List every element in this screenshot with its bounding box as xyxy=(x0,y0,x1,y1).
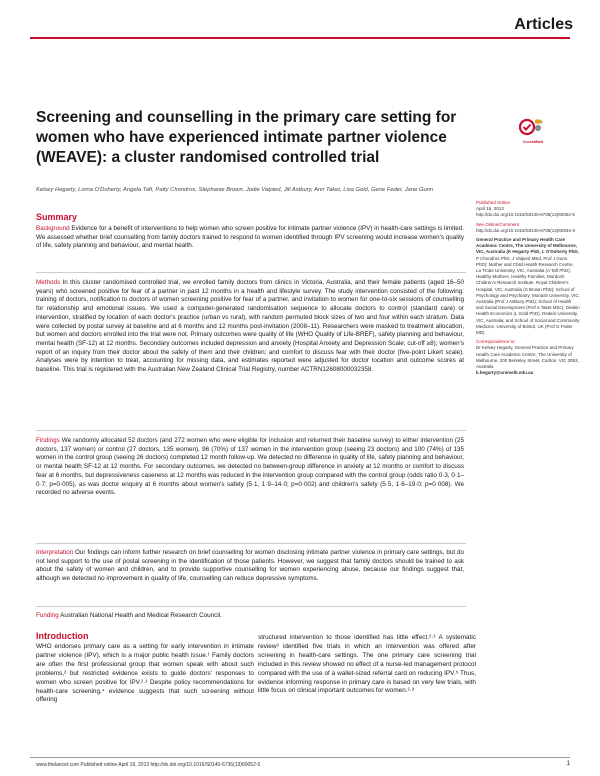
published-date: April 16, 2013 xyxy=(476,206,504,212)
published-label: Published Online xyxy=(476,200,511,205)
abstract-funding xyxy=(36,612,464,621)
affiliation: General Practice and Primary Health Care Academic Centre, The University of Melbourne, VIC, Australia (K Hegarty PhD, L O'Doherty PhD, xyxy=(476,237,579,255)
funding-label: Funding xyxy=(36,612,59,619)
abstract-divider xyxy=(36,606,466,607)
introduction-left-column: WHO endorses primary care as a setting for early intervention in intimate partner violence (IPV), which is a major public health issue.¹ Family doctors are often the first professional group that women speak with about such problems,² but restricted evidence exists to guide doctors' responses to women who screen positive for IPV.²·³ Despite policy recommendations for health-care screening,⁴ evidence suggests that such screening without offering xyxy=(36,643,254,704)
email-link[interactable]: k.hegarty@unimelb.edu.au xyxy=(476,370,534,376)
comment-doi-link[interactable]: http://dx.doi.org/10.1016/S0140-6736(13)60834-X xyxy=(476,227,576,233)
author-list: Kelsey Hegarty, Lorna O'Doherty, Angela Taft, Patty Chondros, Stephanie Brown, Jodie Valpied, Jill Astbury, Ann Taket, Lisa Gold, Gene Feder, Jane Gunn xyxy=(36,187,434,193)
footer-text: www.thelancet.com Published online April 16, 2013 http://dx.doi.org/10.1016/S0140-6736(13)60052-5 xyxy=(36,762,261,768)
page-number: 1 xyxy=(566,761,570,767)
introduction-right-column: structured intervention to those identified has little effect.²·³ A systematic review³ identified five trials in which an intervention was offered after screening in health-care settings. The one primary care screening trial included in this review showed no effect of a nurse-led management protocol compared with the use of a wallet-sized referral card on reducing IPV.⁵ Thus, evidence informing response in primary care is based on very few trials, with little focus on clinical important outcomes for women.²·³ xyxy=(258,634,476,695)
introduction-heading: Introduction xyxy=(36,631,89,641)
article-title: Screening and counselling in the primary care setting for women who have experienced intimate partner violence (WEAVE): a cluster randomised controlled trial xyxy=(36,109,457,166)
abstract-methods xyxy=(36,279,464,375)
abstract-interpretation xyxy=(36,549,464,584)
background-text: Evidence for a benefit of interventions to help women who screen positive for intimate partner violence (IPV) in health-care settings is limited. We assessed whether brief counselling from family doctors trained to respond to women identified through IPV screening would increase women's quality of life, safety planning and behaviour, and mental health. xyxy=(36,225,464,250)
footer-rule xyxy=(30,757,570,758)
correspondence-address: Dr Kelsey Hegarty, General Practice and Primary Health Care Academic Centre, The University of Melbourne, 200 Berkeley Street, Carlton, VIC 3053, Australia xyxy=(476,345,579,370)
abstract-divider xyxy=(36,430,466,431)
correspondence-label: Correspondence to: xyxy=(476,339,516,345)
abstract-divider xyxy=(36,272,466,273)
background-label: Background xyxy=(36,225,70,232)
section-title: Articles xyxy=(514,16,573,33)
methods-label: Methods xyxy=(36,279,61,286)
comment-label: See Online/Comment xyxy=(476,221,520,227)
crossmark-icon[interactable] xyxy=(518,116,546,140)
findings-label: Findings xyxy=(36,437,60,444)
interpretation-label: Interpretation xyxy=(36,549,74,556)
abstract-background xyxy=(36,225,464,251)
affiliation: P Chondros PhD, J Valpied MEd, Prof J Gunn PhD); Mother and Child Health Research Centre, La Trobe University, VIC, Australia (A Taft PhD); Healthy Mothers, Healthy Families, Murdoch Children's Research Institute, Royal Children's Hospital, VIC, Australia (S Brown PhD); School of Psychology and Psychiatry, Monash University, VIC, Australia (Prof J Astbury PhD); School of Health and Social Development (Prof A Taket MSc); Deakin Health Economics (L Gold PhD), Deakin University, VIC, Australia; and School of Social and Community Medicine, University of Bristol, UK (Prof G Feder MD) xyxy=(476,255,580,336)
funding-text: Australian National Health and Medical Research Council. xyxy=(60,612,222,619)
interpretation-text: Our findings can inform further research on brief counselling for women disclosing intimate partner violence in primary care settings, but do not lend support to the use of postal screening in the identification of those patients. However, we suggest that family doctors should be trained to ask about the safety of women and children, and to provide supportive counselling for women experiencing abuse, because our findings suggest that, although we detected no improvement in quality of life, counselling can reduce depressive symptoms. xyxy=(36,549,465,583)
published-doi-link[interactable]: http://dx.doi.org/10.1016/S0140-6736(13)60052-5 xyxy=(476,212,575,218)
findings-text: We randomly allocated 52 doctors (and 272 women who were eligible for inclusion and returned their baseline survey) to either intervention (25 doctors, 137 women) or control (27 doctors, 135 women). 96 (70%) of 137 women in the intervention group (seeing 23 doctors) and 100 (74%) of 135 women in the control group (seeing 26 doctors) completed 12 month follow-up. We detected no difference in quality of life, safety planning and behaviour, or mental health SF-12 at 12 months. For secondary outcomes, we detected no between-group difference in anxiety at 12 months or comfort to discuss fear at 6 months, but depressiveness caseness at 12 months was reduced in the intervention group compared with the control group (odds ratio 0·3, 0·1–0·7; p=0·005), as was doctor enquiry at 6 months about women's safety (5·1, 1·9–14·0; p=0·002) and children's safety (5·5, 1·6–19·0; p=0·008). We recorded no adverse events. xyxy=(36,437,465,497)
abstract-findings xyxy=(36,437,464,498)
crossmark-label: CrossMark xyxy=(522,139,544,144)
methods-text: In this cluster randomised controlled trial, we enrolled family doctors from clinics in Victoria, Australia, and their female patients (aged 16–50 years) who screened positive for fear of a partner in past 12 months in a health and lifestyle survey. The study intervention consisted of the following: training of doctors, notification to doctors of women screening positive for fear of a partner, and invitation to women for one-to-six sessions of counselling for relationship and emotional issues. We used a computer-generated randomisation sequence to allocate doctors to control (standard care) or intervention, stratified by location of each doctor's practice (urban vs rural), with random permuted block sizes of two and four within each stratum. Data were collected by postal survey at baseline and at 6 months and 12 months post-invitation (2008–11). Researchers were masked to treatment allocation, but women and doctors enrolled into the trial were not. Primary outcomes were quality of life (WHO Quality of Life-BREF), safety planning and behaviour, mental health (SF-12) at 12 months. Secondary outcomes included depression and anxiety (Hospital Anxiety and Depression Scale; cut-off ≥8); women's report of an inquiry from their doctor about the safety of them and their children; and comfort to discuss fear with their doctor (five-point Likert scale). Analyses were by intention to treat, accounting for missing data, and estimates reported were adjusted for doctor location and outcome scores at baseline. This trial is registered with the Australian New Zealand Clinical Trial Registry, number ACTRN12608000032358. xyxy=(36,279,465,374)
abstract-divider xyxy=(36,543,466,544)
header-rule xyxy=(30,37,570,39)
article-sidebar xyxy=(476,200,580,379)
summary-heading: Summary xyxy=(36,212,78,222)
